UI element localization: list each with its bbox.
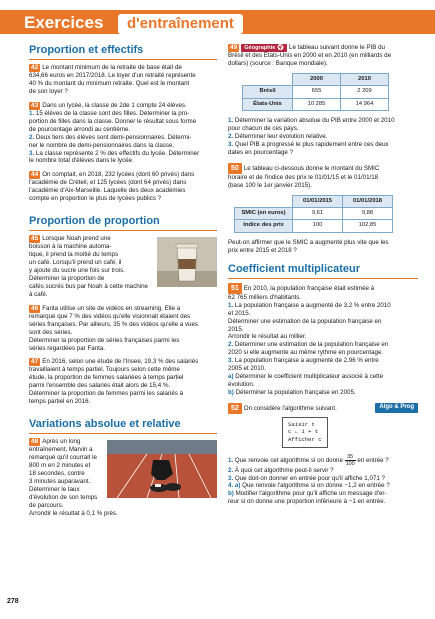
exercise-number: 45 [31,235,39,243]
exercise-48: 48 Après un long entraînement, Marvin a remarqué qu'il courrait le 800 m en 2 minutes et 18 secondes, contre 3 minutes auparavant. Déterminer le taux d'évolution de son temps de parcours. Arrondir le résultat à 0,1 % près. [29,438,217,517]
algo-prog-badge: Algo & Prog [375,403,418,413]
exercise-number: 49 [230,44,238,51]
exercise-number: 48 [31,438,39,446]
section-title-proportion-effectifs: Proportion et effectifs [29,44,217,60]
section-title-proportion-de-proportion: Proportion de proportion [29,215,217,231]
table-header: 2010 [341,73,389,85]
exercise-42: 42 Le montant minimum de la retraite de base était de 634,66 euros en 2017/2018. Le loyer d'un retraité représente 40 % du montant du minimum retraite. Quel est le montant de son loyer ? [29,64,196,95]
header-title: Exercices [24,13,104,32]
section-title-coefficient: Coefficient multiplicateur [228,263,418,279]
exercise-number: 51 [228,283,242,294]
exercise-number: 44 [31,171,39,179]
table-header [243,73,293,85]
exercise-50: 50 Le tableau ci-dessous donne le montant du SMIC horaire et de l'indice des prix le 01/01/15 et le 01/01/18 (base 100 le 1er janvier 2015). 01/01/2015 01/01/2018 SMIC (en euros) 9,61 9,88 Indice des prix 100 102,85 Peut-on affirmer que le SMIC a augmenté plus vite que les prix entre 2015 et 2018 ? [228,163,418,255]
geography-badge: Géographie 🌍︎ [241,44,287,52]
table-header: 01/01/2015 [293,195,343,207]
table-row: Indice des prix 100 102,85 [235,220,393,232]
table-row: Brésil 655 2 209 [243,86,389,98]
exercise-number: 52 [228,403,242,414]
exercise-number: 47 [31,358,39,366]
exercise-number: 50 [228,163,242,174]
right-column [228,40,418,512]
table-row: États-Unis 10 285 14 964 [243,98,389,110]
exercise-46: 46 Fanta utilise un site de vidéos en streaming. Elle a remarqué que 7 % des vidéos qu'elle visionnait étaient des séries françaises. Par ailleurs, 35 % des vidéos qu'elle a vues sont des séries. Déterminer la proportion de séries françaises parmi les séries regardées par Fanta. [29,304,199,352]
coffee-cup-image [157,237,217,287]
running-track-image [107,440,217,498]
exercise-number: 46 [31,304,39,312]
exercise-number: 43 [31,101,39,109]
page-number: 278 [7,598,19,605]
table-header: 2000 [293,73,341,85]
exercise-43: 43 Dans un lycée, la classe de 2de 1 compte 24 élèves. 1. 15 élèves de la classe sont des filles. Déterminer la pro- portion de filles dans la classe. Donner le résultat sous forme de pourcentage arrondi au centième. 2. Deux tiers des élèves sont demi-pensionnaires. Détermi- ner le nombre de demi-pensionnaires dans la classe. 3. La classe représente 2 % des effectifs du lycée. Déterminer le nombre total d'élèves dans le lycée. [29,101,200,165]
header-tag: d'entraînement [118,14,243,34]
globe-icon: 🌍︎ [276,45,284,51]
table-header: 01/01/2018 [343,195,393,207]
page-header [0,0,435,36]
exercise-45: 45 Lorsque Noah prend une boisson à la machine automa- tique, il prend la moitié du temps un café. Lorsqu'il prend un café, il y ajoute du sucre une fois sur trois. Déterminer la proportion de cafés sucrés bus par Noah à cette machine à café. [29,235,217,299]
fraction: $\frac{35}{100}$ [345,453,355,467]
left-column [29,40,217,524]
exercise-number: 42 [31,64,39,71]
exercise-51: 51 En 2010, la population française était estimée à 62 765 milliers d'habitants. 1. La population française a augmenté de 3,2 % entre 2010 et 2015. Déterminer une estimation de la population française en 2015. Arrondir le résultat au millier. 2. Déterminer une estimation de la population française en 2020 si elle augmente au même rythme en pourcentage. 3. La population française a augmenté de 2,96 % entre 2005 et 2010. a) Déterminer le coefficient multiplicateur associé à cette évolution. b) Déterminer la population française en 2005. [228,284,391,396]
exercise-44: 44 On comptait, en 2018, 232 lycées (dont 60 privés) dans l'académie de Créteil, et 125 lycées (dont 64 privés) dans l'académie d'Aix-Marseille. Laquelle des deux académies compte en proportion le plus de lycées publics ? [29,171,195,203]
exercise-52: 52 On considère l'algorithme suivant. Algo & Prog Saisir t c ← 1 + t Afficher c 1. Que renvoie cet algorithme si on donne $\frac{35}{100}$ en entrée ? 2. À quoi cet algorithme peut-il servir ? 3. Que doit-on donner en entrée pour qu'il affiche 1,071 ? 4. a) Que renvoie l'algorithme si on donne −1,2 en entrée ? b) Modifier l'algorithme pour qu'il affiche un message d'er- reur si on donne une proportion inférieure à −1 en entrée. [228,403,418,506]
table-header [235,195,293,207]
section-title-variations: Variations absolue et relative [29,418,217,434]
exercise-49: 49 Géographie 🌍︎ Le tableau suivant donne le PIB du Brésil et des États-Unis en 2000 et en 2010 (en milliards de dollars) (source : Banque mondiale). 2000 2010 Brésil 655 2 209 États-Unis 10 285 14 964 1. Déterminer la variation absolue du PIB entre 2000 et 2010 pour chacun de ces pays. 2. Déterminer leur évolution relative. 3. Quel PIB a progressé le plus rapidement entre ces deux dates en pourcentage ? [228,44,395,156]
algorithm-code-box: Saisir t c ← 1 + t Afficher c [282,417,328,448]
gdp-table [242,73,389,111]
table-row: SMIC (en euros) 9,61 9,88 [235,208,393,220]
smic-table [234,195,393,233]
exercise-47: 47 En 2016, selon une étude de l'Insee, 19,3 % des salariés travaillaient à temps partiel. Toujours selon cette même étude, la proportion de femmes salariées à temps partiel parmi l'ensemble des salariés était alors de 15,4 %. Déterminer la proportion de femmes parmi les salariés à temps partiel en 2016. [29,358,199,406]
